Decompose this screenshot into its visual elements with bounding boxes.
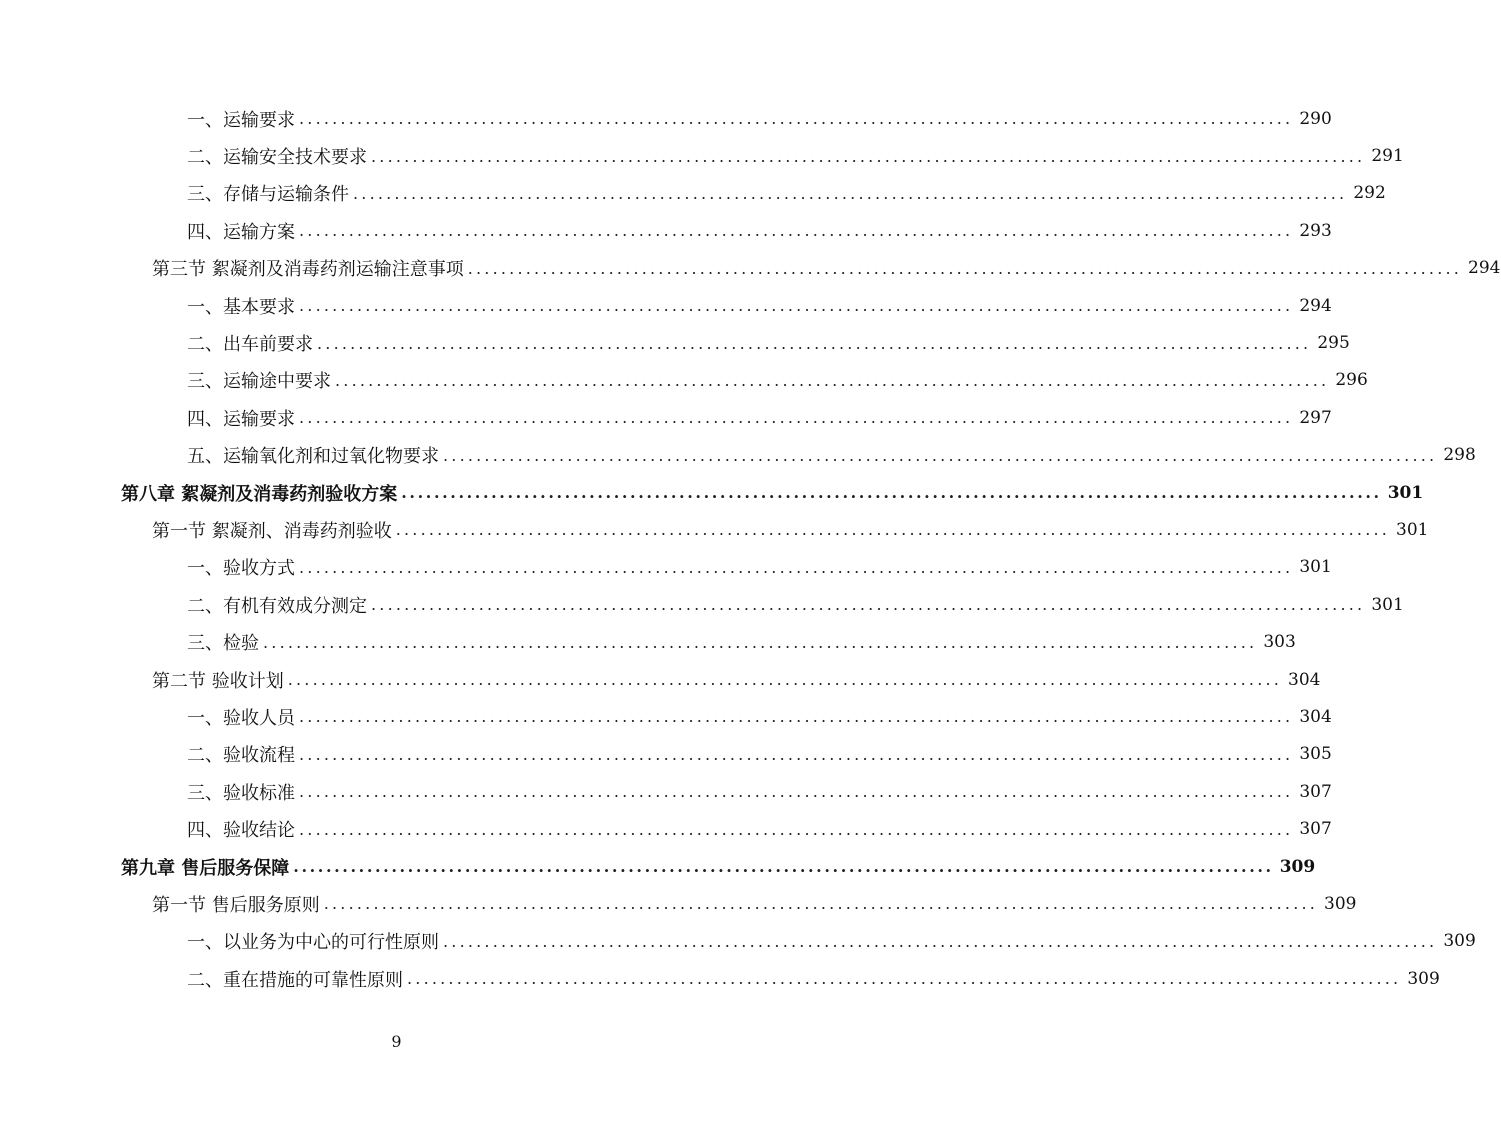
toc-entry-title: 第二节 验收计划 [152,670,284,692]
toc-entry-title: 四、运输要求 [187,408,295,430]
toc-entry[interactable] [0,960,1440,997]
toc-entry-page: 290 [1299,108,1332,129]
toc-dot-leader: ........................................................................................................................ [287,670,1283,690]
toc-entry-title: 一、验收人员 [187,707,295,729]
toc-entry[interactable] [0,175,1386,212]
toc-entry-page: 303 [1263,632,1296,653]
toc-entry[interactable] [0,885,1357,922]
toc-dot-leader: ........................................................................................................................ [371,146,1366,166]
toc-entry[interactable] [0,137,1404,174]
toc-dot-leader: ........................................................................................................................ [443,445,1438,465]
toc-entry-title: 第三节 絮凝剂及消毒药剂运输注意事项 [152,259,464,281]
toc-entry-title: 三、检验 [187,633,259,655]
toc-entry-page: 301 [1387,482,1424,503]
toc-entry-title: 五、运输氧化剂和过氧化物要求 [187,446,439,468]
toc-entry-title: 四、运输方案 [187,221,295,243]
toc-dot-leader: ........................................................................................................................ [323,894,1319,914]
toc-entry-title: 一、验收方式 [187,558,295,580]
page-number: 9 [391,1032,402,1051]
toc-entry[interactable] [0,586,1404,623]
toc-dot-leader: ........................................................................................................................ [299,744,1294,764]
toc-entry-page: 305 [1299,744,1332,765]
toc-entry-page: 307 [1299,819,1332,840]
toc-dot-leader: ........................................................................................................................ [467,258,1463,278]
toc-entry-page: 309 [1443,931,1476,952]
toc-dot-leader: ........................................................................................................................ [371,595,1366,615]
toc-dot-leader: ........................................................................................................................ [335,370,1330,390]
toc-entry[interactable] [0,287,1332,324]
toc-entry[interactable] [0,474,1424,511]
toc-dot-leader: ........................................................................................................................ [401,483,1382,503]
toc-entry[interactable] [0,250,1501,287]
toc-entry-page: 301 [1396,519,1429,540]
toc-entry-page: 297 [1299,407,1332,428]
toc-entry-page: 291 [1371,146,1404,167]
toc-entry-title: 第一节 絮凝剂、消毒药剂验收 [152,520,392,542]
toc-entry-page: 309 [1407,968,1440,989]
toc-entry-page: 304 [1299,706,1332,727]
toc-entry-title: 第八章 絮凝剂及消毒药剂验收方案 [121,483,398,505]
toc-entry-title: 二、验收流程 [187,745,295,767]
toc-dot-leader: ........................................................................................................................ [299,296,1294,316]
toc-entry-page: 295 [1317,333,1350,354]
toc-entry[interactable] [0,736,1332,773]
toc-dot-leader: ........................................................................................................................ [443,931,1438,951]
toc-dot-leader: ........................................................................................................................ [407,969,1402,989]
toc-entry-page: 294 [1299,295,1332,316]
toc-entry-page: 292 [1353,183,1386,204]
toc-dot-leader: ........................................................................................................................ [299,819,1294,839]
toc-entry[interactable] [0,100,1332,137]
toc-entry[interactable] [0,661,1321,698]
toc-entry[interactable] [0,362,1368,399]
table-of-contents [0,100,1501,997]
toc-entry[interactable] [0,399,1332,436]
toc-entry-title: 四、验收结论 [187,820,295,842]
toc-dot-leader: ........................................................................................................................ [353,183,1348,203]
toc-dot-leader: ........................................................................................................................ [299,707,1294,727]
toc-entry-page: 301 [1371,594,1404,615]
toc-dot-leader: ........................................................................................................................ [299,109,1294,129]
toc-entry-page: 294 [1468,258,1501,279]
toc-entry-page: 296 [1335,370,1368,391]
toc-entry-page: 293 [1299,220,1332,241]
toc-entry[interactable] [0,511,1429,548]
toc-entry-title: 第一节 售后服务原则 [152,894,320,916]
toc-dot-leader: ........................................................................................................................ [293,857,1274,876]
toc-dot-leader: ........................................................................................................................ [299,557,1294,577]
toc-entry-page: 309 [1279,856,1316,877]
toc-entry[interactable] [0,698,1332,735]
toc-entry[interactable] [0,923,1476,960]
toc-entry-title: 一、运输要求 [187,109,295,131]
toc-entry-page: 307 [1299,781,1332,802]
toc-dot-leader: ........................................................................................................................ [299,221,1294,241]
toc-entry-page: 301 [1299,557,1332,578]
toc-entry[interactable] [0,773,1332,810]
toc-entry[interactable] [0,437,1476,474]
toc-entry-title: 一、以业务为中心的可行性原则 [187,932,439,954]
toc-entry-title: 二、重在措施的可靠性原则 [187,969,403,991]
toc-dot-leader: ........................................................................................................................ [299,408,1294,428]
toc-entry-title: 第九章 售后服务保障 [121,857,290,879]
toc-entry-page: 304 [1288,669,1321,690]
toc-entry[interactable] [0,324,1350,361]
toc-entry[interactable] [0,848,1316,885]
toc-entry-title: 二、出车前要求 [187,334,313,356]
toc-entry-title: 二、运输安全技术要求 [187,147,367,169]
toc-dot-leader: ........................................................................................................................ [317,333,1312,353]
toc-entry-title: 三、运输途中要求 [187,371,331,393]
toc-dot-leader: ........................................................................................................................ [395,520,1391,540]
toc-dot-leader: ........................................................................................................................ [299,782,1294,802]
toc-entry-title: 二、有机有效成分测定 [187,595,367,617]
toc-entry-title: 一、基本要求 [187,296,295,318]
toc-entry[interactable] [0,212,1332,249]
toc-entry[interactable] [0,549,1332,586]
toc-entry-page: 309 [1324,893,1357,914]
toc-dot-leader: ........................................................................................................................ [263,632,1258,652]
toc-entry[interactable] [0,810,1332,847]
toc-entry-title: 三、存储与运输条件 [187,184,349,206]
toc-entry-page: 298 [1443,445,1476,466]
toc-entry[interactable] [0,623,1296,660]
toc-entry-title: 三、验收标准 [187,782,295,804]
